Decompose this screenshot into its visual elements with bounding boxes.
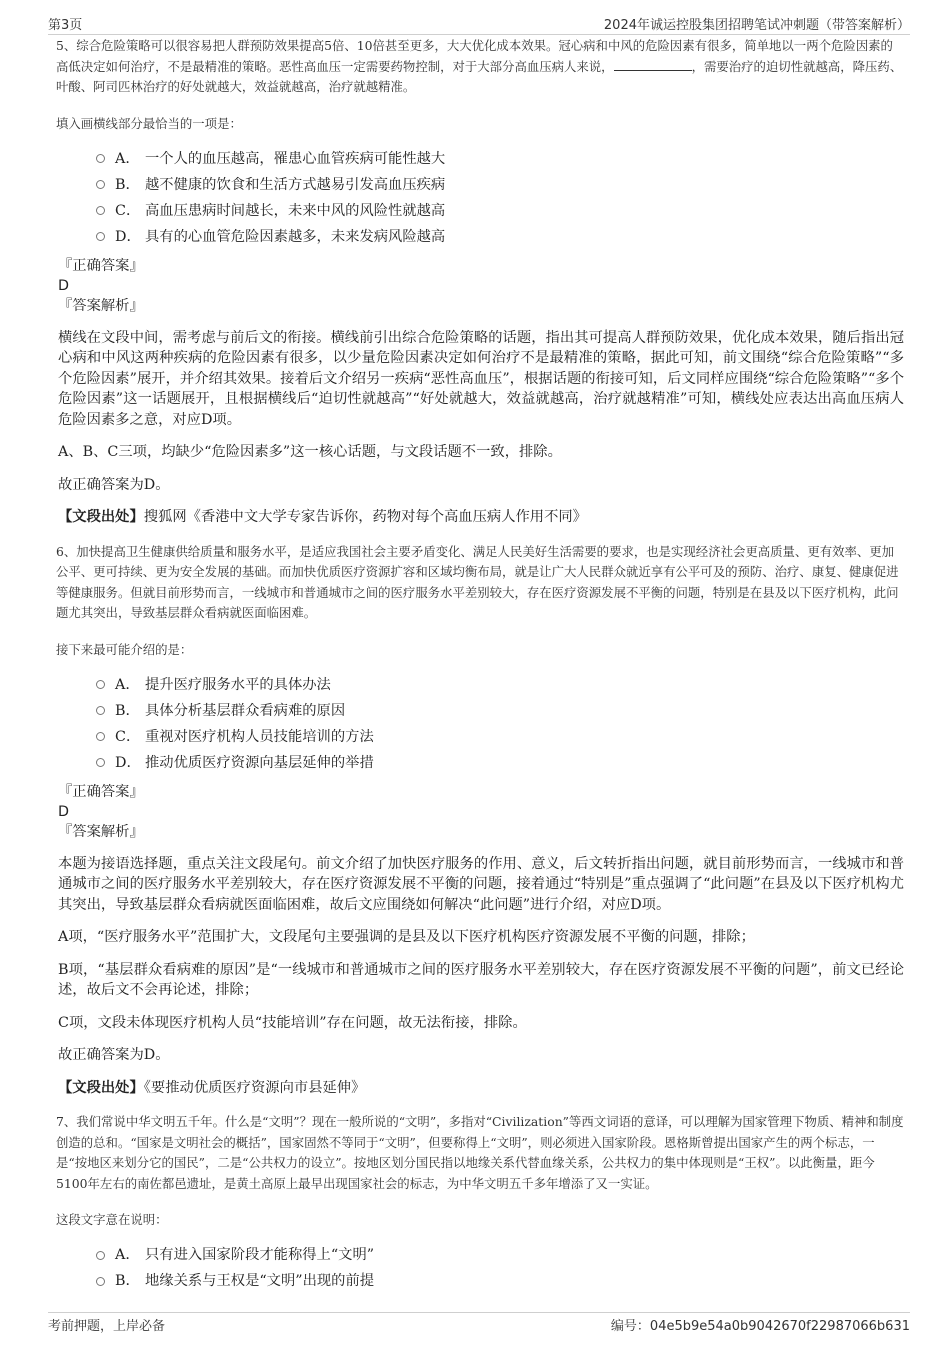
- question-5-options: [96, 146, 904, 250]
- document-id: 编号：04e5b9e54a0b9042670f22987066b631: [610, 1319, 910, 1334]
- question-6: [48, 542, 904, 1099]
- main-content: [48, 38, 904, 1294]
- question-6-text: 6、加快提高卫生健康供给质量和服务水平，是适应我国社会主要矛盾变化、满足人民美好生活需要的要求，也是实现经济社会更高质量、更有效率、更加公平、更可持续、更为安全发展的基础。而加快优质医疗资源扩容和区域均衡布局，就是让广大人民群众就近享有公平可及的预防、治疗、康复、健康促进等健康服务。但就目前形势而言，一线城市和普通城市之间的医疗服务水平差别较大，存在医疗资源发展不平衡的问题，特别是在县及以下医疗机构，此问题尤其突出，导致基层群众看病就医面临困难。: [56, 543, 899, 620]
- radio-icon[interactable]: [96, 732, 105, 741]
- analysis-paragraph: 横线在文段中间，需考虑与前后文的衔接。横线前引出综合危险策略的话题，指出其可提高人群预防效果，优化成本效果，随后指出冠心病和中风这两种疾病的危险因素有很多，以少量危险因素决定如何治疗不是最精准的策略，据此可知，前文围绕“综合危险策略”“多个危险因素”展开，并介绍其效果。接着后文介绍另一疾病“恶性高血压”，根据话题的衔接可知，后文同样应围绕“综合危险策略”“多个危险因素”这一话题展开，且根据横线后“迫切性就越高”“好处就越大，效益就越高，治疗就越精准”可知，横线处应表达出高血压病人危险因素多之意，对应D项。: [58, 329, 904, 428]
- source-line: 【文段出处】搜狐网《香港中文大学专家告诉你，药物对每个高血压病人作用不同》: [58, 509, 587, 525]
- radio-icon[interactable]: [96, 706, 105, 715]
- radio-icon[interactable]: [96, 154, 105, 163]
- radio-icon[interactable]: [96, 180, 105, 189]
- question-5: [48, 36, 904, 528]
- question-7-prompt: 这段文字意在说明：: [56, 1212, 168, 1227]
- question-5-prompt: 填入画横线部分最恰当的一项是：: [56, 115, 242, 131]
- answer-value: D: [58, 803, 70, 820]
- document-title: 2024年诚运控股集团招聘笔试冲刺题（带答案解析）: [603, 18, 910, 33]
- question-6-options: [96, 672, 904, 776]
- answer-label: 『正确答案』: [58, 257, 144, 274]
- option-b[interactable]: B． 地缘关系与王权是“文明”出现的前提: [96, 1268, 904, 1294]
- analysis-label: 『答案解析』: [58, 297, 144, 314]
- analysis-paragraph: 本题为接语选择题，重点关注文段尾句。前文介绍了加快医疗服务的作用、意义，后文转折指出问题，就目前形势而言，一线城市和普通城市之间的医疗服务水平差别较大，存在医疗资源发展不平衡的问题，接着通过“特别是”重点强调了“此问题”在县及以下医疗机构尤其突出，导致基层群众看病就医面临困难，故后文应围绕如何解决“此问题”进行介绍，对应D项。: [58, 855, 904, 913]
- question-7: [48, 1112, 904, 1294]
- analysis-paragraph: A、B、C三项，均缺少“危险因素多”这一核心话题，与文段话题不一致，排除。: [58, 444, 562, 460]
- question-7-text: 7、我们常说中华文明五千年。什么是“文明”？现在一般所说的“文明”，多指对“Civilization”等西文词语的意译，可以理解为国家管理下物质、精神和制度创造的总和。“国家是文明社会的概括”，国家固然不等同于“文明”，但要称得上“文明”，则必须进入国家阶段。恩格斯曾提出国家产生的两个标志，一是“按地区来划分它的国民”，二是“公共权力的设立”。按地区划分国民指以地缘关系代替血缘关系，公共权力的集中体现则是“王权”。以此衡量，距今5100年左右的南佐都邑遗址，是黄土高原上最早出现国家社会的标志，为中华文明五千多年增添了又一实证。: [56, 1114, 904, 1191]
- analysis-label: 『答案解析』: [58, 823, 144, 840]
- answer-value: D: [58, 277, 70, 294]
- source-line: 【文段出处】《要推动优质医疗资源向市县延伸》: [58, 1079, 366, 1096]
- radio-icon[interactable]: [96, 1277, 105, 1286]
- question-6-prompt: 接下来最可能介绍的是：: [56, 641, 193, 657]
- analysis-paragraph: A项，“医疗服务水平”范围扩大，文段尾句主要强调的是县及以下医疗机构医疗资源发展不平衡的问题，排除；: [58, 929, 755, 945]
- analysis-paragraph: 故正确答案为D。: [58, 476, 170, 493]
- option-a[interactable]: A． 提升医疗服务水平的具体办法: [96, 672, 904, 698]
- analysis-paragraph: C项，文段未体现医疗机构人员“技能培训”存在问题，故无法衔接，排除。: [58, 1014, 527, 1031]
- page-header: [48, 14, 910, 35]
- fill-blank: [614, 58, 692, 71]
- option-b[interactable]: B． 越不健康的饮食和生活方式越易引发高血压疾病: [96, 172, 904, 198]
- analysis-paragraph: B项，“基层群众看病难的原因”是“一线城市和普通城市之间的医疗服务水平差别较大，存在医疗资源发展不平衡的问题”，前文已经论述，故后文不会再论述，排除；: [58, 961, 904, 998]
- option-a[interactable]: A． 一个人的血压越高，罹患心血管疾病可能性越大: [96, 146, 904, 172]
- question-5-text: 5、综合危险策略可以很容易把人群预防效果提高5倍、10倍甚至更多，大大优化成本效果。冠心病和中风的危险因素有很多，简单地以一两个危险因素的高低决定如何治疗，不是最精准的策略。恶性高血压一定需要药物控制，对于大部分高血压病人来说， ，需要治疗的迫切性就越高，降压药、叶酸、阿司匹林治疗的好处就越大，效益就越高，治疗就越精准。: [56, 38, 903, 94]
- option-c[interactable]: C． 重视对医疗机构人员技能培训的方法: [96, 724, 904, 750]
- analysis-paragraph: 故正确答案为D。: [58, 1047, 170, 1063]
- option-b[interactable]: B． 具体分析基层群众看病难的原因: [96, 698, 904, 724]
- radio-icon[interactable]: [96, 758, 105, 767]
- page-footer: [48, 1312, 910, 1335]
- question-7-options: [96, 1242, 904, 1294]
- option-d[interactable]: D． 具有的心血管危险因素越多，未来发病风险越高: [96, 224, 904, 250]
- radio-icon[interactable]: [96, 1251, 105, 1260]
- option-d[interactable]: D． 推动优质医疗资源向基层延伸的举措: [96, 750, 904, 776]
- option-a[interactable]: A． 只有进入国家阶段才能称得上“文明”: [96, 1242, 904, 1268]
- page-number: 第3页: [48, 18, 83, 33]
- answer-label: 『正确答案』: [58, 783, 144, 800]
- radio-icon[interactable]: [96, 206, 105, 215]
- radio-icon[interactable]: [96, 680, 105, 689]
- footer-slogan: 考前押题，上岸必备: [48, 1319, 166, 1334]
- radio-icon[interactable]: [96, 232, 105, 241]
- option-c[interactable]: C． 高血压患病时间越长，未来中风的风险性就越高: [96, 198, 904, 224]
